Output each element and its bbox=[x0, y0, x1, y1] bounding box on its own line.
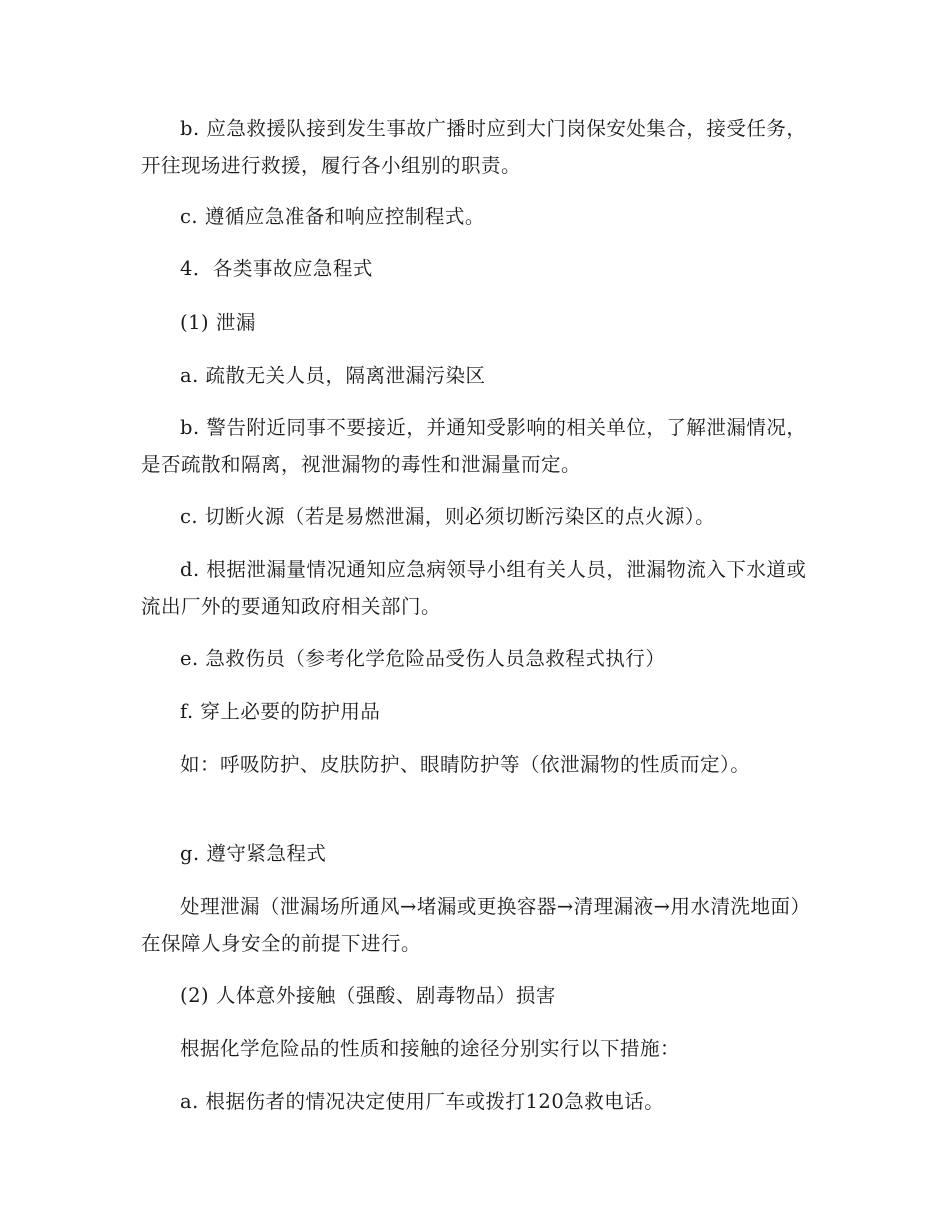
paragraph-protective-gear: f. 穿上必要的防护用品 bbox=[180, 700, 381, 723]
paragraph-notify-leadership: d. 根据泄漏量情况通知应急病领导小组有关人员，泄漏物流入下水道或流出厂外的要通知政府相关部门。 bbox=[141, 558, 807, 618]
paragraph-cut-fire-source: c. 切断火源（若是易燃泄漏，则必须切断污染区的点火源）。 bbox=[180, 505, 716, 528]
paragraph-follow-procedure: c. 遵循应急准备和响应控制程式。 bbox=[180, 205, 485, 228]
paragraph-warn-colleagues: b. 警告附近同事不要接近，并通知受影响的相关单位，了解泄漏情况，是否疏散和隔离，视泄漏物的毒性和泄漏量而定。 bbox=[141, 416, 807, 476]
paragraph-emergency-team-assembly: b. 应急救援队接到发生事故广播时应到大门岗保安处集合，接受任务，开往现场进行救援，履行各小组别的职责。 bbox=[141, 117, 807, 177]
paragraph-handle-leakage: 处理泄漏（泄漏场所通风→堵漏或更换容器→清理漏液→用水清洗地面）在保障人身安全的前提下进行。 bbox=[141, 895, 801, 955]
paragraph-measures-intro: 根据化学危险品的性质和接触的途径分别实行以下措施： bbox=[180, 1037, 681, 1060]
subheading-leakage: (1) 泄漏 bbox=[180, 311, 256, 334]
paragraph-call-ambulance: a. 根据伤者的情况决定使用厂车或拨打120急救电话。 bbox=[180, 1090, 665, 1113]
paragraph-emergency-procedure: g. 遵守紧急程式 bbox=[180, 842, 327, 865]
paragraph-protection-examples: 如：呼吸防护、皮肤防护、眼睛防护等（依泄漏物的性质而定）。 bbox=[180, 753, 751, 776]
paragraph-first-aid: e. 急救伤员（参考化学危险品受伤人员急救程式执行） bbox=[180, 647, 666, 670]
section-heading-accident-procedures: 4．各类事故应急程式 bbox=[180, 257, 373, 280]
paragraph-evacuate: a. 疏散无关人员，隔离泄漏污染区 bbox=[180, 364, 486, 387]
subheading-human-contact: (2) 人体意外接触（强酸、剧毒物品）损害 bbox=[180, 984, 556, 1007]
